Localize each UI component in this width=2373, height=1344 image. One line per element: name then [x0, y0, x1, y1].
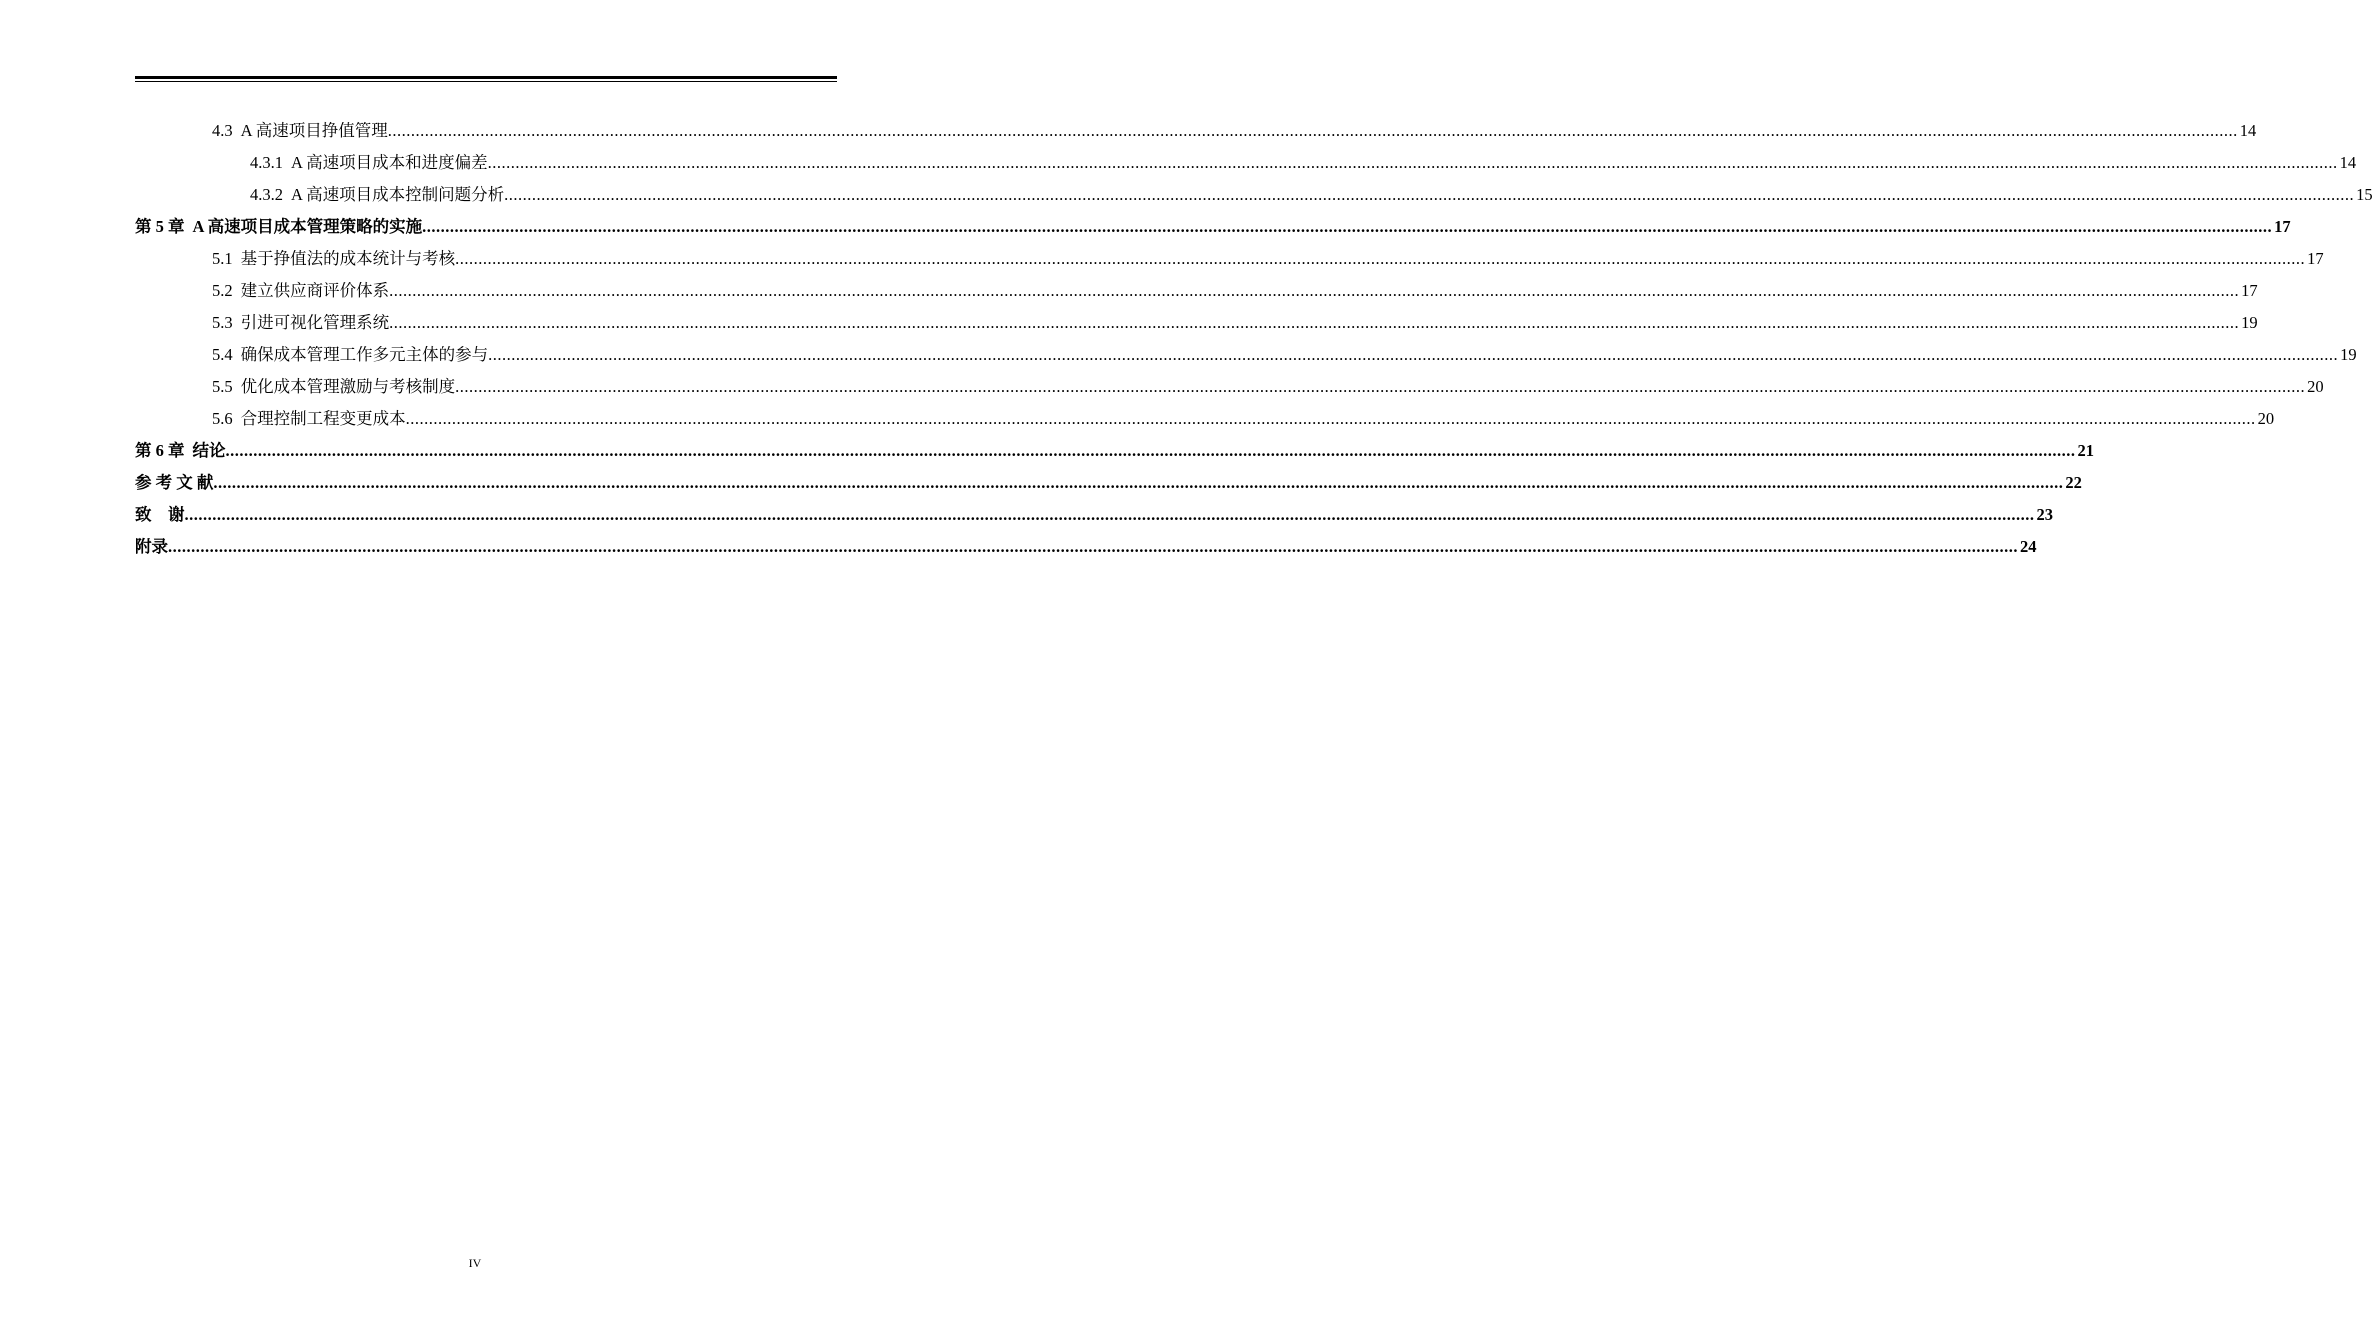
toc-entry-number: 5.2	[212, 281, 233, 300]
toc-entry-page: 24	[2020, 537, 2037, 556]
toc-entry-page: 17	[2307, 249, 2324, 268]
toc-entry-title: 建立供应商评价体系	[240, 281, 390, 300]
header-rule	[135, 76, 837, 82]
toc-entry-title: A 高速项目挣值管理	[240, 121, 388, 140]
toc-entry-title: A 高速项目成本和进度偏差	[291, 153, 488, 172]
toc-leader-dots: ................................................................................................................................................................................................................................................................................................................................................................................................................	[213, 473, 2064, 492]
toc-leader-dots: ................................................................................................................................................................................................................................................................................................................................................................................................................	[225, 441, 2076, 460]
toc-entry-title: 参 考 文 献	[135, 473, 214, 492]
toc-entry-number: 4.3.2	[250, 185, 283, 204]
toc-entry-page: 14	[2339, 153, 2357, 172]
toc-entry[interactable]	[135, 339, 2357, 371]
toc-entry-title: 优化成本管理激励与考核制度	[240, 377, 456, 396]
toc-entry-number: 5.3	[212, 313, 233, 332]
toc-entry-title: 引进可视化管理系统	[240, 313, 390, 332]
toc-entry-title: A 高速项目成本管理策略的实施	[192, 217, 423, 236]
toc-entry-title: 确保成本管理工作多元主体的参与	[240, 345, 489, 364]
toc-leader-dots: ................................................................................................................................................................................................................................................................................................................................................................................................................	[487, 153, 2338, 172]
toc-entry-number: 5.1	[212, 249, 233, 268]
toc-entry-page: 19	[2241, 313, 2258, 332]
toc-entry-chapter[interactable]	[135, 435, 2094, 467]
toc-entry-chapter[interactable]	[135, 211, 2291, 243]
toc-entry-page: 23	[2036, 505, 2053, 524]
toc-leader-dots: ................................................................................................................................................................................................................................................................................................................................................................................................................	[389, 313, 2240, 332]
toc-entry[interactable]	[135, 179, 2373, 211]
toc-entry-title: 基于挣值法的成本统计与考核	[240, 249, 456, 268]
toc-entry-page: 17	[2274, 217, 2291, 236]
toc-leader-dots: ................................................................................................................................................................................................................................................................................................................................................................................................................	[184, 505, 2035, 524]
toc-entry-page: 22	[2065, 473, 2082, 492]
header-rule-thick	[135, 76, 837, 79]
toc-leader-dots: ................................................................................................................................................................................................................................................................................................................................................................................................................	[422, 217, 2273, 236]
toc-entry-page: 19	[2340, 345, 2357, 364]
toc-entry-page: 17	[2241, 281, 2258, 300]
toc-leader-dots: ................................................................................................................................................................................................................................................................................................................................................................................................................	[389, 281, 2240, 300]
toc-leader-dots: ................................................................................................................................................................................................................................................................................................................................................................................................................	[504, 185, 2355, 204]
toc-leader-dots: ................................................................................................................................................................................................................................................................................................................................................................................................................	[455, 249, 2306, 268]
toc-entry-title: 附录	[135, 537, 168, 556]
toc-entry-page: 20	[2307, 377, 2324, 396]
toc-entry-number: 第 5 章	[135, 217, 185, 236]
toc-entry-number: 5.4	[212, 345, 233, 364]
toc-entry[interactable]	[135, 275, 2258, 307]
toc-entry-number: 第 6 章	[135, 441, 185, 460]
header-rule-thin	[135, 81, 837, 82]
toc-entry-number: 5.5	[212, 377, 233, 396]
toc-leader-dots: ................................................................................................................................................................................................................................................................................................................................................................................................................	[168, 537, 2018, 556]
toc-leader-dots: ................................................................................................................................................................................................................................................................................................................................................................................................................	[405, 409, 2256, 428]
toc-entry-page: 15	[2356, 185, 2373, 204]
table-of-contents	[135, 115, 2373, 563]
toc-entry-appendix[interactable]	[135, 531, 2037, 563]
toc-entry-number: 4.3.1	[250, 153, 283, 172]
toc-entry-page: 20	[2257, 409, 2275, 428]
toc-entry-page: 14	[2239, 121, 2257, 140]
toc-entry[interactable]	[135, 403, 2275, 435]
footer-page-number: IV	[468, 1256, 482, 1270]
toc-entry-title: 结论	[192, 441, 226, 460]
toc-leader-dots: ................................................................................................................................................................................................................................................................................................................................................................................................................	[387, 121, 2238, 140]
toc-entry[interactable]	[135, 307, 2258, 339]
toc-entry-references[interactable]	[135, 467, 2082, 499]
toc-entry[interactable]	[135, 371, 2324, 403]
toc-entry-number: 5.6	[212, 409, 233, 428]
toc-entry-number: 4.3	[212, 121, 233, 140]
toc-entry-acknowledgements[interactable]	[135, 499, 2053, 531]
toc-entry-title: A 高速项目成本控制问题分析	[291, 185, 505, 204]
toc-entry-title: 合理控制工程变更成本	[240, 409, 406, 428]
toc-entry[interactable]	[135, 115, 2257, 147]
toc-entry-title: 致 谢	[135, 505, 185, 524]
toc-entry-page: 21	[2077, 441, 2094, 460]
toc-entry[interactable]	[135, 243, 2324, 275]
toc-leader-dots: ................................................................................................................................................................................................................................................................................................................................................................................................................	[488, 345, 2339, 364]
toc-leader-dots: ................................................................................................................................................................................................................................................................................................................................................................................................................	[455, 377, 2306, 396]
toc-entry[interactable]	[135, 147, 2357, 179]
